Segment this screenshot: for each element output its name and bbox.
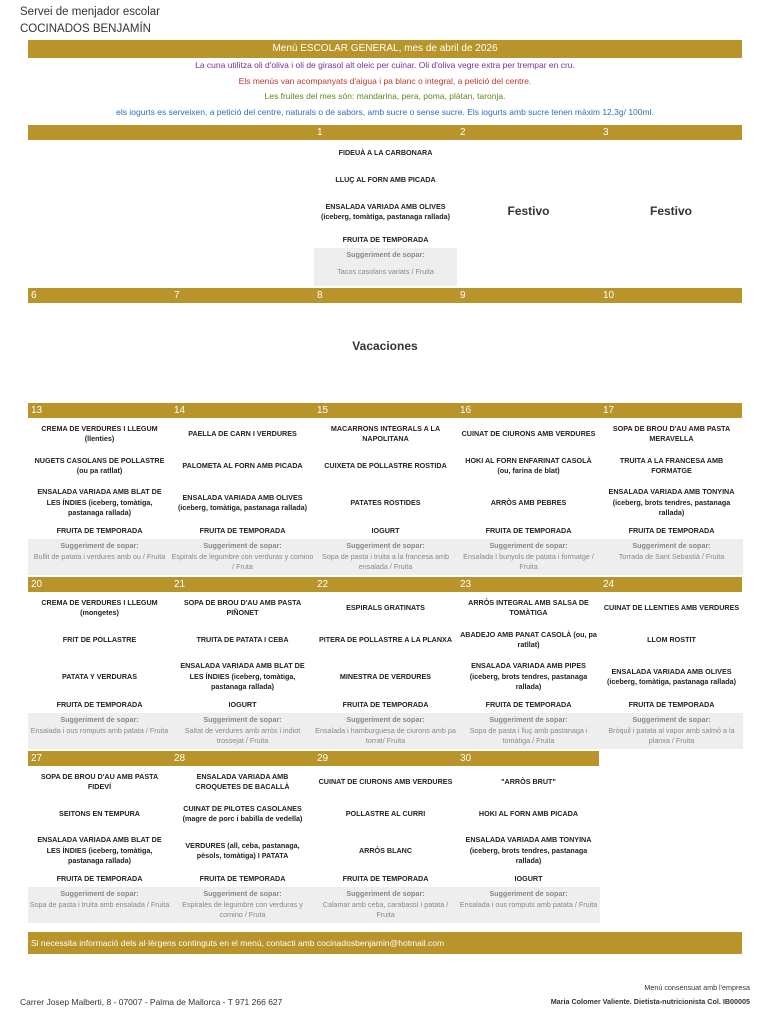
menu-item: FRUITA DE TEMPORADA (342, 873, 429, 883)
note-yogurt: els iogurts es serveixen, a petició del centre, naturals o de sabors, amb sucre o sense sucre. Els iogurts amb sucre tenen màxim 12,3g/ 100ml. (116, 107, 654, 117)
menu-item: FIDEUÀ A LA CARBONARA (338, 147, 433, 157)
day-number: 8 (317, 290, 323, 301)
dinner-suggestion (28, 539, 171, 575)
menu-item: PITERA DE POLLASTRE A LA PLANXA (318, 634, 453, 644)
menu-item: ARRÒS AMB PEBRES (490, 497, 567, 507)
week2-day-header (28, 288, 742, 303)
dinner-suggestion (457, 887, 600, 923)
menu-item: LLOM ROSTIT (647, 634, 696, 644)
menu-item: ESPIRALS GRATINATS (346, 602, 425, 612)
dietitian-credit: Maria Colomer Valiente. Dietista-nutricionista Col. IB00005 (550, 997, 750, 1006)
menu-item: ENSALADA VARIADA AMB TONYINA (iceberg, brots tendres, pastanaga rallada) (465, 835, 592, 866)
suggestion-title: Suggeriment de sopar: (632, 715, 711, 724)
menu-item: TRUITA DE PATATA I CEBA (196, 634, 289, 644)
menu-item: CUINAT DE CIURONS AMB VERDURES (461, 428, 596, 438)
day-number: 29 (317, 753, 329, 764)
suggestion-title: Suggeriment de sopar: (203, 889, 282, 898)
menu-item: PALOMETA AL FORN AMB PICADA (182, 460, 303, 470)
day-number: 6 (31, 290, 37, 301)
menu-item: ENSALADA VARIADA AMB TONYINA (iceberg, brots tendres, pastanaga rallada) (608, 487, 735, 518)
menu-item: IOGURT (228, 699, 257, 709)
menu-item: CUIXETA DE POLLASTRE ROSTIDA (324, 460, 447, 470)
suggestion-title: Suggeriment de sopar: (203, 541, 282, 550)
dinner-suggestion (171, 713, 314, 749)
day-number: 27 (31, 753, 43, 764)
note-fruits: Les fruites del mes són: mandarina, pera, poma, plàtan, taronja. (264, 91, 506, 101)
vacation-label: Vacaciones (352, 339, 418, 353)
menu-item: ENSALADA VARIADA AMB PIPES (iceberg, brots tendres, pastanaga rallada) (469, 661, 588, 692)
suggestion-text: Ensalada i ous romputs amb patata / Fruita (459, 900, 598, 909)
menu-item: ENSALADA VARIADA AMB BLAT DE LES ÍNDIES (iceberg, tomàtiga, pastanaga rallada) (37, 487, 162, 518)
suggestion-title: Suggeriment de sopar: (60, 541, 139, 550)
menu-item: SOPA DE BROU D'AU AMB PASTA FIDEVÍ (40, 771, 159, 791)
menu-item: FRUITA DE TEMPORADA (199, 525, 286, 535)
dinner-suggestion (314, 887, 457, 923)
allergen-note: Si necessita informació dels al·lèrgens continguts en el menú, contacti amb cocinadosbenjamin@hotmail.com (28, 932, 742, 954)
dinner-suggestion (28, 887, 171, 923)
menu-item: HOKI AL FORN AMB PICADA (478, 808, 579, 818)
day-number: 22 (317, 579, 329, 590)
menu-item: IOGURT (371, 525, 400, 535)
suggestion-text: Sopa de pasta i truita a la francesa amb ensalada / Fruita (321, 552, 450, 572)
day-number: 3 (603, 127, 609, 138)
company-name: COCINADOS BENJAMÍN (20, 23, 151, 35)
day-number: 9 (460, 290, 466, 301)
day-number: 17 (603, 405, 615, 416)
menu-item: ENSALADA VARIADA AMB BLAT DE LES ÍNDIES (iceberg, tomàtiga, pastanaga rallada) (37, 835, 162, 866)
note-oil: La cuna utilitza oli d'oliva i oli de girasol alt oleic per cuinar. Oli d'oliva vegre extra per trempar en cru. (195, 60, 575, 70)
suggestion-text: Bròquil i patata al vapor amb salmó a la planxa / Fruita (608, 726, 735, 746)
menu-item: "ARRÒS BRUT" (501, 776, 556, 786)
suggestion-title: Suggeriment de sopar: (632, 541, 711, 550)
menu-item: ARRÒS BLANC (358, 845, 413, 855)
day-number: 7 (174, 290, 180, 301)
dinner-suggestion (600, 713, 743, 749)
menu-item: ENSALADA VARIADA AMB OLIVES (iceberg, tomàtiga, pastanaga rallada) (177, 492, 307, 512)
day-number: 16 (460, 405, 472, 416)
dinner-suggestion (171, 887, 314, 923)
menu-item: FRUITA DE TEMPORADA (56, 699, 143, 709)
dinner-suggestion (600, 539, 743, 575)
menu-item: FRUITA DE TEMPORADA (56, 525, 143, 535)
suggestion-title: Suggeriment de sopar: (60, 715, 139, 724)
day-number: 30 (460, 753, 472, 764)
menu-item: CREMA DE VERDURES I LLEGUM (llenties) (41, 423, 158, 443)
menu-item: FRUITA DE TEMPORADA (628, 699, 715, 709)
suggestion-text: Tacos casolans variats / Fruita (337, 267, 434, 276)
menu-title: Menú ESCOLAR GENERAL, mes de abril de 2026 (28, 40, 742, 58)
service-label: Servei de menjador escolar (20, 6, 160, 18)
dinner-suggestion (28, 713, 171, 749)
day-number: 14 (174, 405, 186, 416)
menu-item: TRUITA A LA FRANCESA AMB FORMATGE (619, 455, 724, 475)
menu-item: FRUITA DE TEMPORADA (342, 699, 429, 709)
week1-day-header (28, 125, 742, 140)
day-number: 20 (31, 579, 43, 590)
dinner-suggestion (314, 248, 457, 286)
dinner-suggestion (457, 713, 600, 749)
suggestion-text: Espirales de legumbre con verduras y comino / Fruta (182, 900, 303, 920)
day-number: 15 (317, 405, 329, 416)
menu-item: FRUITA DE TEMPORADA (199, 873, 286, 883)
day-number: 2 (460, 127, 466, 138)
dinner-suggestion (171, 539, 314, 575)
festivo-label: Festivo (507, 204, 550, 218)
menu-item: ENSALADA VARIADA AMB OLIVES (iceberg, tomàtiga, pastanaga rallada) (320, 201, 450, 221)
company-address: Carrer Josep Malberti, 8 - 07007 - Palma de Mallorca - T 971 266 627 (20, 997, 283, 1007)
menu-item: VERDURES (all, ceba, pastanaga, pèsols, tomàtiga) I PATATA (185, 840, 300, 860)
dinner-suggestion (314, 539, 457, 575)
suggestion-text: Ensalada I bunyols de patata i formatge / Fruita (463, 552, 594, 572)
suggestion-text: Sopa de pasta i truita amb ensalada / Fruita (29, 900, 170, 909)
menu-item: IOGURT (514, 873, 543, 883)
suggestion-text: Torrada de Sant Sebastià / Fruita (618, 552, 725, 561)
suggestion-text: Calamar amb ceba, carabassí i patata / Fruita (322, 900, 449, 920)
suggestion-text: Sopa de pasta i lluç amb pastanaga i tomàtiga / Fruita (469, 726, 588, 746)
menu-item: LLUÇ AL FORN AMB PICADA (335, 174, 436, 184)
menu-item: FRUITA DE TEMPORADA (56, 873, 143, 883)
menu-item: MACARRONS INTEGRALS A LA NAPOLITANA (330, 423, 441, 443)
menu-item: MINESTRA DE VERDURES (339, 671, 432, 681)
menu-item: ENSALADA VARIADA AMB CROQUETES DE BACALLÀ (195, 771, 290, 791)
menu-item: ENSALADA VARIADA AMB OLIVES (iceberg, tomàtiga, pastanaga rallada) (606, 666, 736, 686)
menu-item: CUINAT DE LLENTIES AMB VERDURES (603, 602, 740, 612)
day-number: 10 (603, 290, 615, 301)
suggestion-title: Suggeriment de sopar: (489, 715, 568, 724)
menu-item: FRUITA DE TEMPORADA (485, 525, 572, 535)
menu-item: PATATA Y VERDURAS (61, 671, 138, 681)
day-number: 1 (317, 127, 323, 138)
menu-item: FRUITA DE TEMPORADA (628, 525, 715, 535)
suggestion-title: Suggeriment de sopar: (346, 889, 425, 898)
menu-item: PATATES ROSTIDES (350, 497, 421, 507)
suggestion-title: Suggeriment de sopar: (346, 715, 425, 724)
menu-item: FRIT DE POLLASTRE (62, 634, 137, 644)
week3-day-header (28, 403, 742, 418)
festivo-label: Festivo (649, 204, 692, 218)
note-bread: Els menús van acompanyats d'aigua i pa blanc o integral, a petició del centre. (238, 76, 532, 86)
dinner-suggestion (314, 713, 457, 749)
suggestion-title: Suggeriment de sopar: (346, 541, 425, 550)
suggestion-title: Suggeriment de sopar: (60, 889, 139, 898)
menu-item: HOKI AL FORN ENFARINAT CASOLÀ (ou, farina de blat) (465, 455, 592, 475)
menu-item: CREMA DE VERDURES I LLEGUM (mongetes) (41, 597, 158, 617)
suggestion-title: Suggeriment de sopar: (489, 541, 568, 550)
menu-item: NUGETS CASOLANS DE POLLASTRE (ou pa ratllat) (34, 455, 165, 475)
suggestion-text: Espirals de legumbre con verduras y comino / Fruta (171, 552, 314, 572)
menu-item: ENSALADA VARIADA AMB BLAT DE LES ÍNDIES (iceberg, tomàtiga, pastanaga rallada) (180, 661, 305, 692)
menu-item: ARRÒS INTEGRAL AMB SALSA DE TOMÀTIGA (468, 597, 589, 617)
day-number: 13 (31, 405, 43, 416)
menu-item: POLLASTRE AL CURRI (345, 808, 426, 818)
day-number: 28 (174, 753, 186, 764)
menu-item: SOPA DE BROU D'AU AMB PASTA PIÑONET (183, 597, 302, 617)
menu-item: FRUITA DE TEMPORADA (485, 699, 572, 709)
menu-item: PAELLA DE CARN I VERDURES (188, 428, 297, 438)
day-number: 23 (460, 579, 472, 590)
suggestion-title: Suggeriment de sopar: (203, 715, 282, 724)
day-number: 24 (603, 579, 615, 590)
suggestion-text: Ensalada i hamburguesa de ciurons amb pa torrat/ Fruita (315, 726, 456, 746)
week5-day-header (28, 751, 599, 766)
week4-day-header (28, 577, 742, 592)
menu-item: SOPA DE BROU D'AU AMB PASTA MERAVELLA (612, 423, 731, 443)
consensus-line: Menú consensuat amb l'empresa (644, 983, 750, 992)
suggestion-text: Saltat de verdures amb arròs i indiot trossejat / Fruita (184, 726, 301, 746)
menu-item: SEITONS EN TEMPURA (59, 808, 140, 818)
dinner-suggestion (457, 539, 600, 575)
suggestion-title: Suggeriment de sopar: (346, 250, 425, 259)
menu-item: CUINAT DE PILOTES CASOLANES (magre de porc i babilla de vedella) (182, 803, 303, 823)
suggestion-text: Ensalada i ous romputs amb patata / Fruita (30, 726, 169, 735)
suggestion-title: Suggeriment de sopar: (489, 889, 568, 898)
suggestion-text: Bullit de patata i verdures amb ou / Fruita (33, 552, 166, 561)
day-number: 21 (174, 579, 186, 590)
menu-item: FRUITA DE TEMPORADA (342, 234, 429, 244)
menu-item: ABADEJO AMB PANAT CASOLÀ (ou, pa ratllat) (460, 629, 597, 649)
menu-item: CUINAT DE CIURONS AMB VERDURES (318, 776, 453, 786)
